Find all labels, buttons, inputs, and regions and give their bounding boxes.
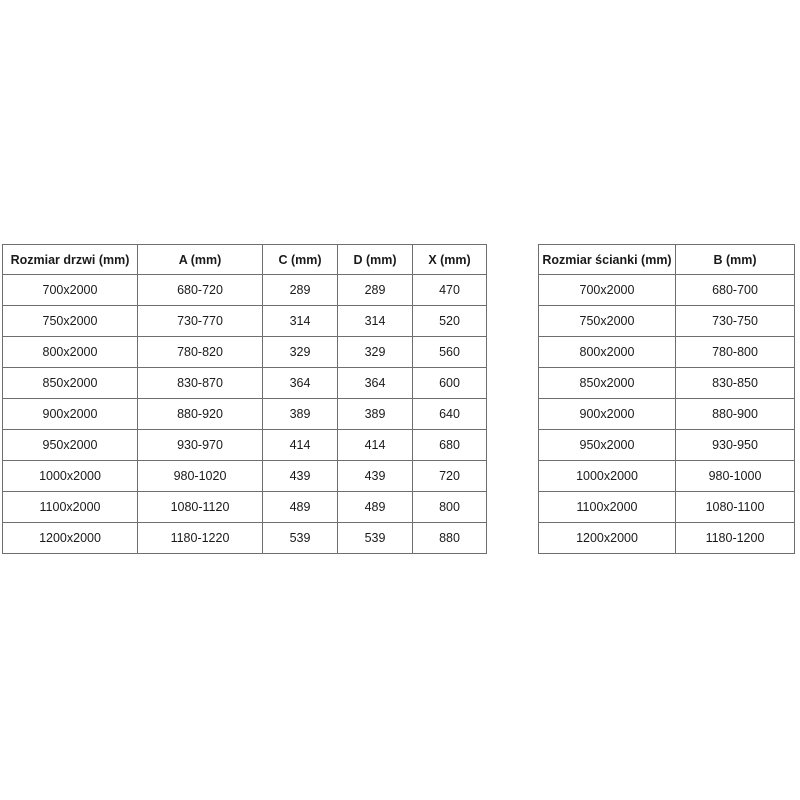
table-row xyxy=(539,275,795,306)
table-row xyxy=(539,461,795,492)
table-row xyxy=(3,523,487,554)
table-cell: 314 xyxy=(263,306,338,337)
table-cell: 414 xyxy=(338,430,413,461)
table-cell: 800x2000 xyxy=(539,337,676,368)
table-cell: 780-820 xyxy=(138,337,263,368)
table-cell: 880-900 xyxy=(676,399,795,430)
table-cell: 750x2000 xyxy=(539,306,676,337)
column-header: B (mm) xyxy=(676,245,795,275)
table-cell: 640 xyxy=(413,399,487,430)
table-cell: 800x2000 xyxy=(3,337,138,368)
table-cell: 720 xyxy=(413,461,487,492)
table-cell: 470 xyxy=(413,275,487,306)
table-cell: 1100x2000 xyxy=(3,492,138,523)
table-cell: 880-920 xyxy=(138,399,263,430)
column-header: C (mm) xyxy=(263,245,338,275)
table-cell: 414 xyxy=(263,430,338,461)
column-header: D (mm) xyxy=(338,245,413,275)
table-cell: 880 xyxy=(413,523,487,554)
table-row xyxy=(3,275,487,306)
table-cell: 364 xyxy=(338,368,413,399)
table-cell: 900x2000 xyxy=(3,399,138,430)
table-cell: 700x2000 xyxy=(539,275,676,306)
table-cell: 539 xyxy=(338,523,413,554)
table-cell: 830-870 xyxy=(138,368,263,399)
column-header: Rozmiar ścianki (mm) xyxy=(539,245,676,275)
table-cell: 850x2000 xyxy=(539,368,676,399)
column-header: X (mm) xyxy=(413,245,487,275)
table-cell: 1000x2000 xyxy=(539,461,676,492)
table-cell: 364 xyxy=(263,368,338,399)
wall-dimensions-table xyxy=(538,244,795,554)
table-cell: 439 xyxy=(338,461,413,492)
table-cell: 289 xyxy=(263,275,338,306)
table-cell: 680-720 xyxy=(138,275,263,306)
door-dimensions-table xyxy=(2,244,487,554)
table-cell: 700x2000 xyxy=(3,275,138,306)
table-cell: 1200x2000 xyxy=(539,523,676,554)
table-cell: 389 xyxy=(263,399,338,430)
table-cell: 1200x2000 xyxy=(3,523,138,554)
table-cell: 1080-1100 xyxy=(676,492,795,523)
table-cell: 830-850 xyxy=(676,368,795,399)
table-cell: 780-800 xyxy=(676,337,795,368)
header-row xyxy=(539,245,795,275)
table-cell: 730-750 xyxy=(676,306,795,337)
table-cell: 800 xyxy=(413,492,487,523)
table-cell: 520 xyxy=(413,306,487,337)
table-cell: 950x2000 xyxy=(3,430,138,461)
table-cell: 900x2000 xyxy=(539,399,676,430)
table-cell: 314 xyxy=(338,306,413,337)
table-cell: 489 xyxy=(263,492,338,523)
table-cell: 950x2000 xyxy=(539,430,676,461)
table-cell: 329 xyxy=(263,337,338,368)
table-cell: 600 xyxy=(413,368,487,399)
table-cell: 1080-1120 xyxy=(138,492,263,523)
table-cell: 289 xyxy=(338,275,413,306)
table-cell: 750x2000 xyxy=(3,306,138,337)
table-row xyxy=(3,461,487,492)
table-cell: 489 xyxy=(338,492,413,523)
table-cell: 680-700 xyxy=(676,275,795,306)
table-row xyxy=(3,368,487,399)
table-cell: 850x2000 xyxy=(3,368,138,399)
table-cell: 329 xyxy=(338,337,413,368)
table-cell: 1180-1220 xyxy=(138,523,263,554)
table-row xyxy=(539,337,795,368)
table-cell: 389 xyxy=(338,399,413,430)
table-cell: 930-970 xyxy=(138,430,263,461)
column-header: Rozmiar drzwi (mm) xyxy=(3,245,138,275)
table-row xyxy=(539,399,795,430)
table-row xyxy=(3,306,487,337)
table-cell: 539 xyxy=(263,523,338,554)
column-header: A (mm) xyxy=(138,245,263,275)
header-row xyxy=(3,245,487,275)
table-row xyxy=(539,368,795,399)
table-row xyxy=(3,399,487,430)
table-cell: 560 xyxy=(413,337,487,368)
table-row xyxy=(539,492,795,523)
table-cell: 930-950 xyxy=(676,430,795,461)
table-row xyxy=(3,337,487,368)
table-row xyxy=(3,492,487,523)
table-cell: 980-1020 xyxy=(138,461,263,492)
table-row xyxy=(539,523,795,554)
table-cell: 1100x2000 xyxy=(539,492,676,523)
table-cell: 439 xyxy=(263,461,338,492)
table-cell: 980-1000 xyxy=(676,461,795,492)
table-cell: 1180-1200 xyxy=(676,523,795,554)
table-row xyxy=(539,430,795,461)
table-cell: 730-770 xyxy=(138,306,263,337)
table-row xyxy=(3,430,487,461)
table-cell: 1000x2000 xyxy=(3,461,138,492)
table-row xyxy=(539,306,795,337)
table-cell: 680 xyxy=(413,430,487,461)
